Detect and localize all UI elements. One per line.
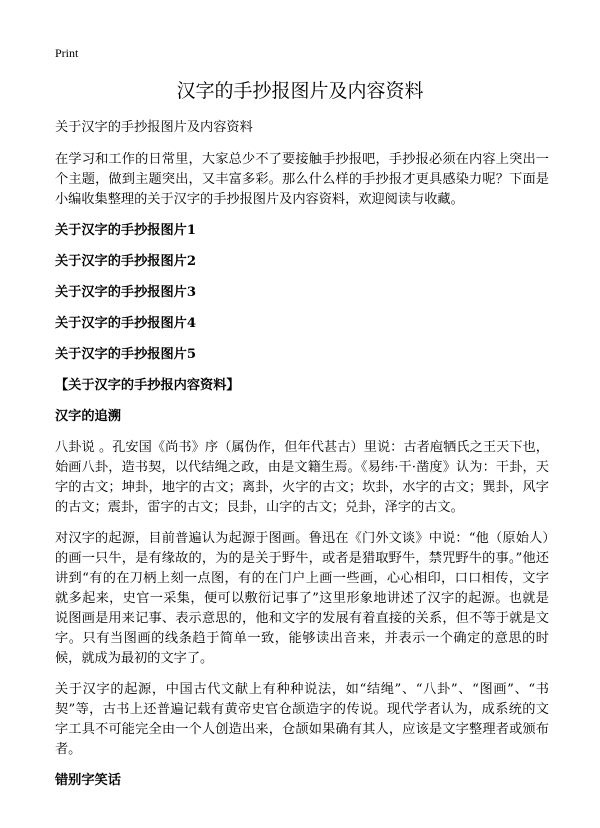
image-heading-4: 关于汉字的手抄报图片4 (55, 316, 197, 331)
section-heading-typos: 错别字笑话 (55, 773, 121, 788)
paragraph-bagua: 八卦说 。孔安国《尚书》序（属伪作，但年代甚古）里说：古者庖牺氏之王天下也，始画八卦，造书契，以代结绳之政，由是文籍生焉。《易纬·干·凿度》认为：干卦，天字的古文；坤卦，地字的古文；离卦，火字的古文；坎卦，水字的古文；巽卦，风字的古文；震卦，雷字的古文；艮卦，山字的古文；兑卦，泽字的古文。 (55, 440, 549, 515)
section-heading-origin: 汉字的追溯 (55, 409, 121, 424)
article-body (55, 118, 549, 802)
image-heading-3: 关于汉字的手抄报图片3 (55, 285, 197, 300)
content-heading: 【关于汉字的手抄报内容资料】 (55, 378, 240, 393)
intro-paragraph: 在学习和工作的日常里，大家总少不了要接触手抄报吧，手抄报必须在内容上突出一个主题，做到主题突出，又丰富多彩。那么什么样的手抄报才更具感染力呢？下面是小编收集整理的关于汉字的手抄报图片及内容资料，欢迎阅读与收藏。 (55, 152, 549, 207)
image-heading-5: 关于汉字的手抄报图片5 (55, 347, 197, 362)
print-link[interactable]: Print (55, 46, 79, 60)
image-heading-1: 关于汉字的手抄报图片1 (55, 223, 197, 238)
image-heading-2: 关于汉字的手抄报图片2 (55, 254, 197, 269)
subtitle: 关于汉字的手抄报图片及内容资料 (55, 120, 253, 135)
page-title: 汉字的手抄报图片及内容资料 (176, 80, 424, 102)
paragraph-cangjie: 关于汉字的起源，中国古代文献上有种种说法，如“结绳”、“八卦”、“图画”、“书契”等，古书上还普遍记载有黄帝史官仓颉造字的传说。现代学者认为，成系统的文字工具不可能完全由一个人创造出来，仓颉如果确有其人，应该是文字整理者或颁布者。 (55, 682, 549, 757)
paragraph-pictograph: 对汉字的起源，目前普遍认为起源于图画。鲁迅在《门外文谈》中说：“他（原始人）的画一只牛，是有缘故的，为的是关于野牛，或者是猎取野牛，禁咒野牛的事。”他还讲到“有的在刀柄上刻一点图，有的在门户上画一些画，心心相印，口口相传，文字就多起来，史官一采集，便可以敷衍记事了”这里形象地讲述了汉字的起源。也就是说图画是用来记事、表示意思的，他和文字的发展有着直接的关系，但不等于就是文字。只有当图画的线条趋于简单一致，能够读出音来，并表示一个确定的意思的时候，就成为最初的文字了。 (55, 531, 549, 666)
